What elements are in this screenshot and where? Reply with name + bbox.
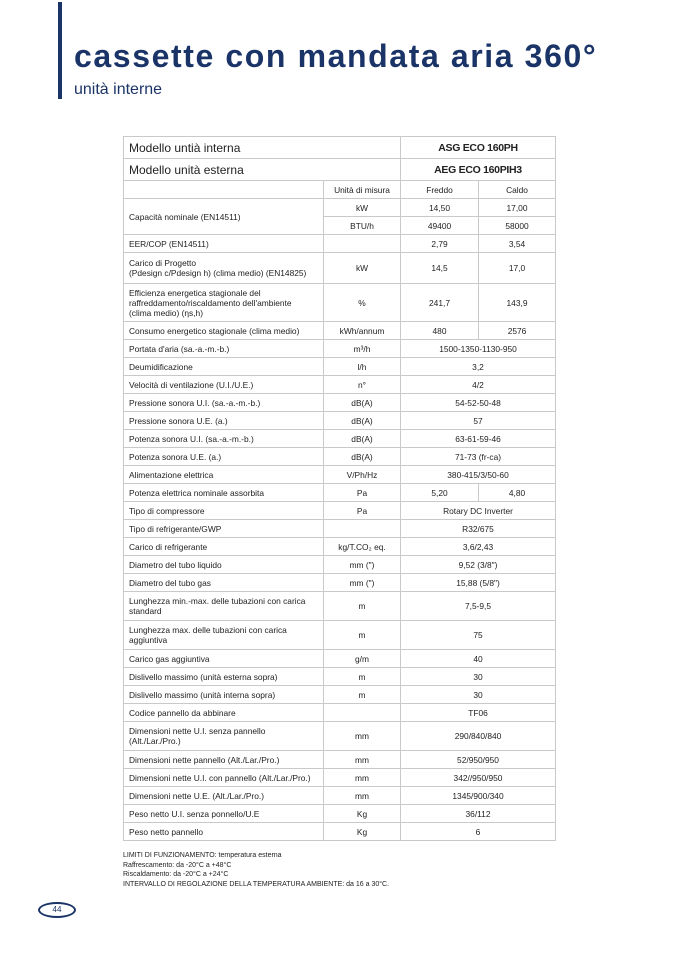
model-external-label: Modello unità esterna bbox=[124, 159, 401, 181]
model-external-value: AEG ECO 160PIH3 bbox=[401, 159, 556, 181]
capacity-kw-cold: 14,50 bbox=[401, 199, 479, 217]
row-unit bbox=[324, 520, 401, 538]
table-row bbox=[124, 805, 556, 823]
table-row bbox=[124, 538, 556, 556]
eer-label: EER/COP (EN14511) bbox=[124, 235, 324, 253]
consumption-hot: 2576 bbox=[479, 322, 556, 340]
row-label: Carico di refrigerante bbox=[124, 538, 324, 556]
row-unit: m bbox=[324, 592, 401, 621]
row-value: 9,52 (3/8") bbox=[401, 556, 556, 574]
table-row bbox=[124, 787, 556, 805]
row-label: Diametro del tubo gas bbox=[124, 574, 324, 592]
design-load-unit: kW bbox=[324, 253, 401, 284]
row-unit: Kg bbox=[324, 805, 401, 823]
row-unit: mm (") bbox=[324, 556, 401, 574]
row-label: Tipo di refrigerante/GWP bbox=[124, 520, 324, 538]
table-row bbox=[124, 394, 556, 412]
capacity-kw-hot: 17,00 bbox=[479, 199, 556, 217]
capacity-btu-hot: 58000 bbox=[479, 217, 556, 235]
table-row bbox=[124, 686, 556, 704]
title-accent-bar bbox=[58, 2, 62, 99]
table-row bbox=[124, 704, 556, 722]
model-internal-row bbox=[124, 137, 556, 159]
notes-line-4: INTERVALLO DI REGOLAZIONE DELLA TEMPERATURA AMBIENTE: da 16 a 30°C. bbox=[123, 880, 390, 888]
power-absorbed-row bbox=[124, 484, 556, 502]
row-value: 3,6/2,43 bbox=[401, 538, 556, 556]
column-header-row bbox=[124, 181, 556, 199]
row-value: 63-61-59-46 bbox=[401, 430, 556, 448]
notes-line-1: LIMITI DI FUNZIONAMENTO: temperatura esterna bbox=[123, 852, 282, 859]
row-unit: V/Ph/Hz bbox=[324, 466, 401, 484]
table-row bbox=[124, 769, 556, 787]
row-value: Rotary DC Inverter bbox=[401, 502, 556, 520]
row-value: 36/112 bbox=[401, 805, 556, 823]
row-label: Alimentazione elettrica bbox=[124, 466, 324, 484]
design-load-row bbox=[124, 253, 556, 284]
cold-column-header: Freddo bbox=[401, 181, 479, 199]
consumption-row bbox=[124, 322, 556, 340]
row-value: 380-415/3/50-60 bbox=[401, 466, 556, 484]
row-unit: dB(A) bbox=[324, 394, 401, 412]
row-unit: m bbox=[324, 668, 401, 686]
eer-cold: 2,79 bbox=[401, 235, 479, 253]
operating-limits-notes bbox=[123, 851, 389, 889]
row-label: Dislivello massimo (unità interna sopra) bbox=[124, 686, 324, 704]
row-label: Diametro del tubo liquido bbox=[124, 556, 324, 574]
page-number: 44 bbox=[38, 902, 76, 918]
capacity-btu-unit: BTU/h bbox=[324, 217, 401, 235]
power-absorbed-cold: 5,20 bbox=[401, 484, 479, 502]
efficiency-unit: % bbox=[324, 284, 401, 322]
row-unit bbox=[324, 704, 401, 722]
row-label: Lunghezza max. delle tubazioni con carica aggiuntiva bbox=[124, 621, 324, 650]
table-row bbox=[124, 592, 556, 621]
eer-unit bbox=[324, 235, 401, 253]
row-value: 30 bbox=[401, 686, 556, 704]
row-label: Lunghezza min.-max. delle tubazioni con carica standard bbox=[124, 592, 324, 621]
consumption-label: Consumo energetico stagionale (clima medio) bbox=[124, 322, 324, 340]
row-label: Pressione sonora U.E. (a.) bbox=[124, 412, 324, 430]
table-row bbox=[124, 556, 556, 574]
row-value: 7,5-9,5 bbox=[401, 592, 556, 621]
efficiency-cold: 241,7 bbox=[401, 284, 479, 322]
eer-row bbox=[124, 235, 556, 253]
model-internal-value: ASG ECO 160PH bbox=[401, 137, 556, 159]
row-value: 15,88 (5/8") bbox=[401, 574, 556, 592]
row-value: 40 bbox=[401, 650, 556, 668]
notes-line-3: Riscaldamento: da -20°C a +24°C bbox=[123, 871, 229, 878]
row-unit: m bbox=[324, 686, 401, 704]
design-load-cold: 14,5 bbox=[401, 253, 479, 284]
row-value: 3,2 bbox=[401, 358, 556, 376]
model-external-row bbox=[124, 159, 556, 181]
row-label: Dimensioni nette pannello (Alt./Lar./Pro.) bbox=[124, 751, 324, 769]
table-row bbox=[124, 358, 556, 376]
design-load-label: Carico di Progetto (Pdesign c/Pdesign h) (clima medio) (EN14825) bbox=[124, 253, 324, 284]
table-row bbox=[124, 823, 556, 841]
row-value: 342//950/950 bbox=[401, 769, 556, 787]
table-row bbox=[124, 412, 556, 430]
row-value: 75 bbox=[401, 621, 556, 650]
row-value: TF06 bbox=[401, 704, 556, 722]
row-value: 57 bbox=[401, 412, 556, 430]
row-value: 30 bbox=[401, 668, 556, 686]
row-label: Tipo di compressore bbox=[124, 502, 324, 520]
unit-column-header: Unità di misura bbox=[324, 181, 401, 199]
row-unit: n° bbox=[324, 376, 401, 394]
power-absorbed-hot: 4,80 bbox=[479, 484, 556, 502]
row-value: 52/950/950 bbox=[401, 751, 556, 769]
capacity-kw-unit: kW bbox=[324, 199, 401, 217]
row-label: Dislivello massimo (unità esterna sopra) bbox=[124, 668, 324, 686]
row-label: Carico gas aggiuntiva bbox=[124, 650, 324, 668]
table-row bbox=[124, 621, 556, 650]
row-label: Pressione sonora U.I. (sa.-a.-m.-b.) bbox=[124, 394, 324, 412]
row-unit: mm bbox=[324, 722, 401, 751]
page-title: cassette con mandata aria 360° bbox=[74, 38, 598, 74]
row-unit: l/h bbox=[324, 358, 401, 376]
row-unit: mm (") bbox=[324, 574, 401, 592]
capacity-label: Capacità nominale (EN14511) bbox=[124, 199, 324, 235]
row-value: R32/675 bbox=[401, 520, 556, 538]
row-unit: dB(A) bbox=[324, 448, 401, 466]
efficiency-row bbox=[124, 284, 556, 322]
row-value: 290/840/840 bbox=[401, 722, 556, 751]
model-internal-label: Modello untià interna bbox=[124, 137, 401, 159]
table-row bbox=[124, 376, 556, 394]
table-row bbox=[124, 650, 556, 668]
row-label: Dimensioni nette U.I. con pannello (Alt./Lar./Pro.) bbox=[124, 769, 324, 787]
row-unit: dB(A) bbox=[324, 412, 401, 430]
spec-table bbox=[123, 136, 556, 841]
table-row bbox=[124, 751, 556, 769]
row-value: 54-52-50-48 bbox=[401, 394, 556, 412]
row-value: 1500-1350-1130-950 bbox=[401, 340, 556, 358]
table-row bbox=[124, 430, 556, 448]
table-row bbox=[124, 448, 556, 466]
row-unit: dB(A) bbox=[324, 430, 401, 448]
row-label: Dimensioni nette U.E. (Alt./Lar./Pro.) bbox=[124, 787, 324, 805]
row-unit: mm bbox=[324, 751, 401, 769]
efficiency-hot: 143,9 bbox=[479, 284, 556, 322]
row-label: Peso netto U.I. senza ponnello/U.E bbox=[124, 805, 324, 823]
table-row bbox=[124, 340, 556, 358]
table-row bbox=[124, 502, 556, 520]
row-value: 6 bbox=[401, 823, 556, 841]
row-value: 71-73 (fr-ca) bbox=[401, 448, 556, 466]
table-row bbox=[124, 722, 556, 751]
row-label: Peso netto pannello bbox=[124, 823, 324, 841]
row-label: Potenza sonora U.I. (sa.-a.-m.-b.) bbox=[124, 430, 324, 448]
notes-line-2: Raffrescamento: da -20°C a +48°C bbox=[123, 861, 232, 869]
row-unit: g/m bbox=[324, 650, 401, 668]
capacity-kw-row bbox=[124, 199, 556, 217]
table-row bbox=[124, 668, 556, 686]
page-subtitle: unità interne bbox=[74, 81, 163, 98]
row-unit: m³/h bbox=[324, 340, 401, 358]
header-empty-cell bbox=[124, 181, 324, 199]
row-unit: mm bbox=[324, 787, 401, 805]
hot-column-header: Caldo bbox=[479, 181, 556, 199]
row-unit: m bbox=[324, 621, 401, 650]
row-unit: Pa bbox=[324, 502, 401, 520]
row-label: Codice pannello da abbinare bbox=[124, 704, 324, 722]
eer-hot: 3,54 bbox=[479, 235, 556, 253]
consumption-cold: 480 bbox=[401, 322, 479, 340]
row-unit: Kg bbox=[324, 823, 401, 841]
table-row bbox=[124, 574, 556, 592]
design-load-hot: 17,0 bbox=[479, 253, 556, 284]
row-label: Portata d'aria (sa.-a.-m.-b.) bbox=[124, 340, 324, 358]
row-label: Dimensioni nette U.I. senza pannello (Alt./Lar./Pro.) bbox=[124, 722, 324, 751]
consumption-unit: kWh/annum bbox=[324, 322, 401, 340]
row-value: 1345/900/340 bbox=[401, 787, 556, 805]
efficiency-label: Efficienza energetica stagionale del raffreddamento/riscaldamento dell'ambiente (clima medio) (ηs,h) bbox=[124, 284, 324, 322]
row-label: Potenza sonora U.E. (a.) bbox=[124, 448, 324, 466]
capacity-btu-cold: 49400 bbox=[401, 217, 479, 235]
row-label: Deumidificazione bbox=[124, 358, 324, 376]
table-row bbox=[124, 466, 556, 484]
table-row bbox=[124, 520, 556, 538]
row-value: 4/2 bbox=[401, 376, 556, 394]
row-unit: kg/T.CO₂ eq. bbox=[324, 538, 401, 556]
power-absorbed-unit: Pa bbox=[324, 484, 401, 502]
row-label: Velocità di ventilazione (U.I./U.E.) bbox=[124, 376, 324, 394]
power-absorbed-label: Potenza elettrica nominale assorbita bbox=[124, 484, 324, 502]
row-unit: mm bbox=[324, 769, 401, 787]
